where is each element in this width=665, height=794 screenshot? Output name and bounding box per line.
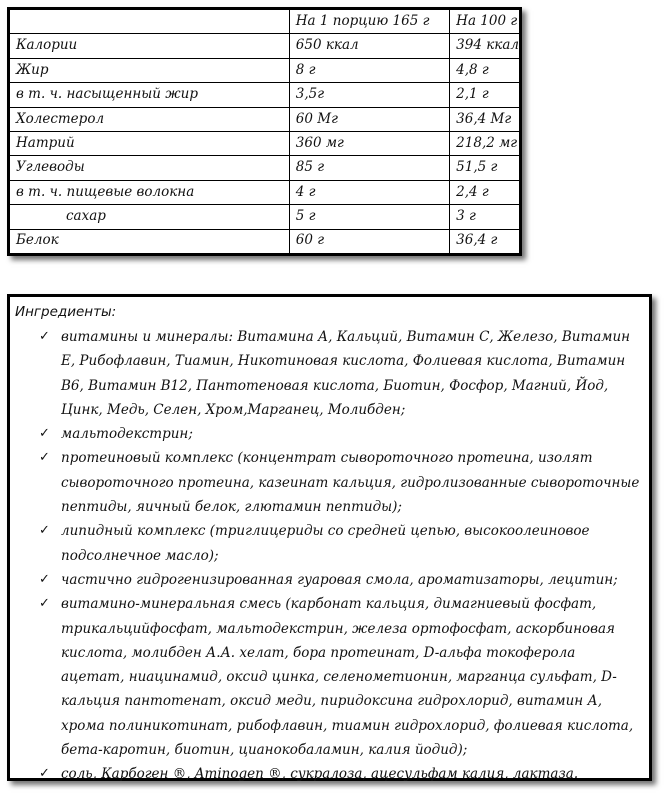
ingredient-text: липидный комплекс (триглицериды со средней цепью, высокоолеиновое подсолнечное масло); <box>61 523 590 564</box>
checkmark-icon: ✓ <box>39 450 50 466</box>
nutrient-name-cell: Белок <box>10 229 290 253</box>
ingredient-text: частично гидрогенизированная гуаровая смола, ароматизаторы, лецитин; <box>61 571 618 588</box>
ingredients-list <box>10 325 650 787</box>
nutrition-table-frame <box>7 7 522 256</box>
nutrient-name-cell: Жир <box>10 58 290 82</box>
per-100g-cell: 4,8 г <box>450 58 520 82</box>
nutrition-table <box>9 9 520 254</box>
list-item <box>10 592 650 762</box>
ingredients-title: Ингредиенты: <box>15 304 117 320</box>
list-item <box>10 325 650 422</box>
per-portion-cell: 85 г <box>289 156 449 180</box>
ingredient-text: витамино-минеральная смесь (карбонат кальция, димагниевый фосфат, трикальцийфосфат, мальтодекстрин, железа ортофосфат, аскорбиновая кислота, молибден А.А. хелат, бора протеинат, D-альфа токоферола ацетат, ниацинамид, оксид цинка, селенометионин, марганца сульфат, D-кальция пантотенат, оксид меди, пиридоксина гидрохлорид, витамин А, хрома полиникотинат, рибофлавин, тиамин гидрохлорид, фолиевая кислота, бета-каротин, биотин, цианокобаламин, калия йодид); <box>61 596 634 759</box>
per-portion-cell: 650 ккал <box>289 34 449 58</box>
ingredient-text: протеиновый комплекс (концентрат сывороточного протеина, изолят сывороточного протеина, казеинат кальция, гидролизованные сывороточные пептиды, яичный белок, глютамин пептиды); <box>61 450 640 516</box>
list-item <box>10 762 650 786</box>
per-100g-cell: 2,1 г <box>450 83 520 107</box>
checkmark-icon: ✓ <box>39 426 50 442</box>
per-portion-cell: 360 мг <box>289 131 449 155</box>
ingredients-box <box>7 294 652 781</box>
table-row <box>10 205 520 229</box>
nutrient-name-cell: сахар <box>10 205 290 229</box>
nutrient-name-cell: в т. ч. насыщенный жир <box>10 83 290 107</box>
ingredient-text: мальтодекстрин; <box>61 426 193 443</box>
per-portion-cell: 8 г <box>289 58 449 82</box>
per-portion-cell: 5 г <box>289 205 449 229</box>
table-row <box>10 156 520 180</box>
table-row <box>10 107 520 131</box>
table-row <box>10 34 520 58</box>
nutrient-name-cell: Калории <box>10 34 290 58</box>
header-cell-empty <box>10 10 290 34</box>
header-cell-per-portion: На 1 порцию 165 г <box>289 10 449 34</box>
table-row <box>10 58 520 82</box>
list-item <box>10 446 650 519</box>
nutrient-name-cell: Углеводы <box>10 156 290 180</box>
per-portion-cell: 4 г <box>289 180 449 204</box>
list-item <box>10 422 650 446</box>
nutrient-name-cell: в т. ч. пищевые волокна <box>10 180 290 204</box>
per-portion-cell: 3,5г <box>289 83 449 107</box>
header-cell-per-100g: На 100 г <box>450 10 520 34</box>
checkmark-icon: ✓ <box>39 523 50 539</box>
per-100g-cell: 3 г <box>450 205 520 229</box>
nutrient-name-cell: Холестерол <box>10 107 290 131</box>
per-portion-cell: 60 Мг <box>289 107 449 131</box>
per-100g-cell: 36,4 Мг <box>450 107 520 131</box>
ingredient-text: витамины и минералы: Витамина А, Кальций, Витамин С, Железо, Витамин Е, Рибофлавин, Тиамин, Никотиновая кислота, Фолиевая кислота, Витамин В6, Витамин В12, Пантотеновая кислота, Биотин, Фосфор, Магний, Йод, Цинк, Медь, Селен, Хром,Марганец, Молибден; <box>61 329 631 418</box>
per-100g-cell: 36,4 г <box>450 229 520 253</box>
per-100g-cell: 51,5 г <box>450 156 520 180</box>
per-100g-cell: 218,2 мг <box>450 131 520 155</box>
list-item <box>10 519 650 568</box>
checkmark-icon: ✓ <box>39 571 50 587</box>
per-100g-cell: 2,4 г <box>450 180 520 204</box>
per-portion-cell: 60 г <box>289 229 449 253</box>
per-100g-cell: 394 ккал <box>450 34 520 58</box>
list-item <box>10 568 650 592</box>
checkmark-icon: ✓ <box>39 329 50 344</box>
table-row <box>10 83 520 107</box>
ingredient-text: соль, Карбоген ®, Aminogen ®, сукралоза, ацесульфам калия, лактаза. <box>61 766 579 783</box>
checkmark-icon: ✓ <box>39 766 50 782</box>
checkmark-icon: ✓ <box>39 596 50 612</box>
table-row <box>10 229 520 253</box>
table-row <box>10 131 520 155</box>
nutrient-name-cell: Натрий <box>10 131 290 155</box>
table-row <box>10 180 520 204</box>
table-header-row <box>10 10 520 34</box>
